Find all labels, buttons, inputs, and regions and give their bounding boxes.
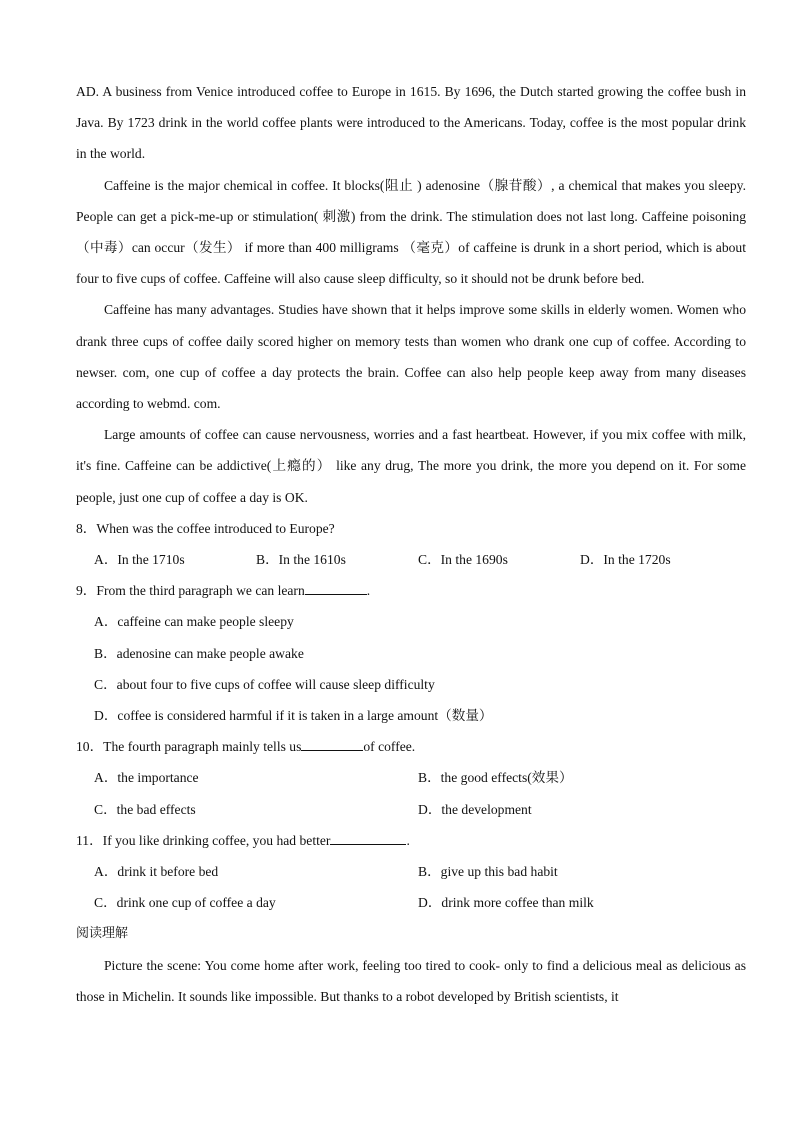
question-11-stem (76, 825, 746, 856)
passage-paragraph-4: Large amounts of coffee can cause nervousness, worries and a fast heartbeat. However, if you mix coffee with milk, it's fine. Caffeine can be addictive(上瘾的） like any drug, The more you drink, the more you depend on it. For some people, just one cup of coffee a day is OK. (76, 427, 746, 505)
question-9-stem (76, 575, 746, 606)
question-9-option-d[interactable]: D．coffee is considered harmful if it is taken in a large amount（数量） (94, 708, 493, 724)
question-9-option-a[interactable]: A．caffeine can make people sleepy (94, 614, 294, 630)
question-10-stem-text: 10．The fourth paragraph mainly tells us (76, 739, 302, 755)
question-9-option-c[interactable]: C．about four to five cups of coffee will cause sleep difficulty (94, 676, 435, 692)
question-11-option-d[interactable]: D．drink more coffee than milk (418, 895, 594, 911)
question-9-option-b[interactable]: B．adenosine can make people awake (94, 645, 304, 661)
section-heading: 阅读理解 (76, 926, 129, 942)
section-intro-paragraph: Picture the scene: You come home after work, feeling too tired to cook- only to find a delicious meal as delicious as those in Michelin. It sounds like impossible. But thanks to a robot developed by British scientists, it (76, 957, 746, 1004)
question-11-stem-end: . (406, 832, 410, 848)
question-11 (76, 825, 746, 919)
question-11-options-row-1 (76, 856, 746, 887)
question-9-stem-end: . (366, 583, 371, 599)
question-8-option-a[interactable]: A．In the 1710s (94, 552, 185, 568)
document-content (76, 76, 746, 1012)
question-10-option-c[interactable]: C．the bad effects (94, 801, 196, 817)
question-10-option-d[interactable]: D．the development (418, 801, 532, 817)
question-11-option-b[interactable]: B．give up this bad habit (418, 864, 558, 880)
answer-blank[interactable] (305, 582, 367, 595)
question-10-stem (76, 731, 746, 762)
question-8-option-c[interactable]: C．In the 1690s (418, 552, 508, 568)
question-11-options-row-2 (76, 887, 746, 918)
question-10 (76, 731, 746, 825)
question-9-stem-text: 9．From the third paragraph we can learn (76, 583, 305, 599)
passage-paragraph-2: Caffeine is the major chemical in coffee. It blocks(阻止 ) adenosine（腺苷酸）, a chemical that makes you sleepy. People can get a pick-me-up or stimulation( 刺激) from the drink. The stimulation does not last long. Caffeine poisoning （中毒）can occur（发生） if more than 400 milligrams （毫克）of caffeine is drunk in a short period, which is about four to five cups of coffee. Caffeine will also cause sleep difficulty, so it should not be drunk before bed. (76, 177, 746, 287)
question-11-option-c[interactable]: C．drink one cup of coffee a day (94, 895, 276, 911)
question-10-options-row-2 (76, 794, 746, 825)
question-8-stem: 8．When was the coffee introduced to Europe? (76, 520, 335, 536)
passage-paragraph-3: Caffeine has many advantages. Studies have shown that it helps improve some skills in elderly women. Women who drank three cups of coffee daily scored higher on memory tests than women who drank one cup of coffee. According to newser. com, one cup of coffee a day protects the brain. Coffee can also help people keep away from many diseases according to webmd. com. (76, 302, 746, 412)
question-8-option-d[interactable]: D．In the 1720s (580, 552, 671, 568)
question-10-options-row-1 (76, 762, 746, 793)
question-8-options (76, 544, 746, 575)
question-9 (76, 575, 746, 731)
passage-paragraph-1: AD. A business from Venice introduced coffee to Europe in 1615. By 1696, the Dutch started growing the coffee bush in Java. By 1723 drink in the world coffee plants were introduced to the Americans. Today, coffee is the most popular drink in the world. (76, 84, 746, 162)
question-10-option-a[interactable]: A．the importance (94, 770, 199, 786)
question-8 (76, 513, 746, 575)
answer-blank[interactable] (330, 832, 406, 845)
question-11-option-a[interactable]: A．drink it before bed (94, 864, 219, 880)
question-8-option-b[interactable]: B．In the 1610s (256, 552, 346, 568)
answer-blank[interactable] (301, 738, 363, 751)
question-11-stem-text: 11．If you like drinking coffee, you had better (76, 832, 331, 848)
question-10-stem-end: of coffee. (363, 739, 416, 755)
question-10-option-b[interactable]: B．the good effects(效果） (418, 770, 573, 786)
